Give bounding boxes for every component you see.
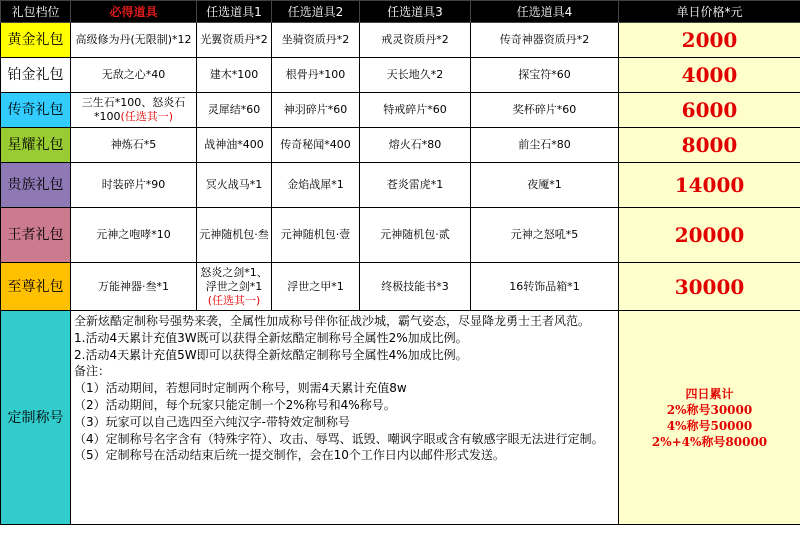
must-item: 高级修为丹(无限制)*12 — [71, 23, 197, 58]
custom-title-summary — [619, 311, 800, 525]
header-option-4: 任选道具4 — [471, 1, 619, 23]
description-line: 1.活动4天累计充值3W既可以获得全新炫酷定制称号全属性2%加成比例。 — [74, 330, 468, 345]
description-line: （5）定制称号在活动结束后统一提交制作，会在10个工作日内以邮件形式发送。 — [74, 448, 505, 463]
option-2-item: 神羽碎片*60 — [272, 93, 360, 128]
must-item: 元神之咆哮*10 — [71, 208, 197, 263]
option-4-item: 16转饰品箱*1 — [471, 263, 619, 311]
description-line: （4）定制称号名字含有（特殊字符）、攻击、辱骂、诋毁、嘲讽字眼或含有敏感字眼无法进行定制。 — [74, 431, 604, 446]
tier-label: 王者礼包 — [1, 208, 71, 263]
option-1-item: 建木*100 — [197, 58, 272, 93]
option-1-item: 光翼资质丹*2 — [197, 23, 272, 58]
description-line: （2）活动期间，每个玩家只能定制一个2%称号和4%称号。 — [74, 397, 396, 412]
choose-one-note: (任选其一) — [120, 110, 174, 123]
option-1-item: 冥火战马*1 — [197, 163, 272, 208]
summary-line: 四日累计 — [685, 386, 734, 401]
table-row — [1, 58, 800, 93]
tier-label: 黄金礼包 — [1, 23, 71, 58]
option-4-item: 夜魇*1 — [471, 163, 619, 208]
option-2-item: 元神随机包·壹 — [272, 208, 360, 263]
option-2-item: 根骨丹*100 — [272, 58, 360, 93]
option-3-item: 苍炎雷虎*1 — [360, 163, 471, 208]
table-row — [1, 163, 800, 208]
table-row — [1, 263, 800, 311]
description-line: 2.活动4天累计充值5W即可以获得全新炫酷定制称号全属性4%加成比例。 — [74, 347, 468, 362]
description-line: 全新炫酷定制称号强势来袭，全属性加成称号伴你征战沙城，霸气姿态，尽显降龙勇士王者风范。 — [74, 314, 591, 328]
header-price: 单日价格*元 — [619, 1, 800, 23]
option-2-item: 浮世之甲*1 — [272, 263, 360, 311]
table-row — [1, 93, 800, 128]
choose-one-note: (任选其一) — [207, 293, 261, 307]
table-row — [1, 23, 800, 58]
summary-line: 2%+4%称号80000 — [651, 434, 768, 449]
option-3-item: 终极技能书*3 — [360, 263, 471, 311]
table-row — [1, 208, 800, 263]
option-1-item: 灵犀结*60 — [197, 93, 272, 128]
must-item: 神炼石*5 — [71, 128, 197, 163]
option-3-item: 元神随机包·贰 — [360, 208, 471, 263]
header-tier: 礼包档位 — [1, 1, 71, 23]
price-value: 14000 — [619, 163, 800, 208]
option-2-item: 传奇秘闻*400 — [272, 128, 360, 163]
tier-label: 传奇礼包 — [1, 93, 71, 128]
option-4-item: 前尘石*80 — [471, 128, 619, 163]
option-1-text: 怒炎之剑*1、浮世之剑*1 — [200, 265, 268, 293]
option-3-item: 熔火石*80 — [360, 128, 471, 163]
price-value: 6000 — [619, 93, 800, 128]
header-option-2: 任选道具2 — [272, 1, 360, 23]
tier-label: 铂金礼包 — [1, 58, 71, 93]
summary-line: 2%称号30000 — [666, 402, 753, 417]
option-1-item: 战神油*400 — [197, 128, 272, 163]
tier-label: 至尊礼包 — [1, 263, 71, 311]
tier-label: 贵族礼包 — [1, 163, 71, 208]
custom-title-description — [71, 311, 619, 525]
option-3-item: 天长地久*2 — [360, 58, 471, 93]
option-2-item: 金焰战犀*1 — [272, 163, 360, 208]
option-3-item: 特戒碎片*60 — [360, 93, 471, 128]
description-line: 备注： — [74, 364, 111, 379]
option-2-item: 坐骑资质丹*2 — [272, 23, 360, 58]
price-value: 4000 — [619, 58, 800, 93]
option-1-item — [197, 263, 272, 311]
must-item: 无敌之心*40 — [71, 58, 197, 93]
price-value: 8000 — [619, 128, 800, 163]
price-value: 30000 — [619, 263, 800, 311]
must-item: 时装碎片*90 — [71, 163, 197, 208]
option-1-item: 元神随机包·叁 — [197, 208, 272, 263]
option-4-item: 奖杯碎片*60 — [471, 93, 619, 128]
header-option-3: 任选道具3 — [360, 1, 471, 23]
custom-title-row — [1, 311, 800, 525]
must-item: 万能神器·叁*1 — [71, 263, 197, 311]
description-line: （1）活动期间，若想同时定制两个称号，则需4天累计充值8w — [74, 381, 407, 396]
price-value: 2000 — [619, 23, 800, 58]
must-item-text: 三生石*100、怒炎石*100 — [81, 96, 186, 123]
header-option-1: 任选道具1 — [197, 1, 272, 23]
option-4-item: 传奇神器资质丹*2 — [471, 23, 619, 58]
option-4-item: 探宝符*60 — [471, 58, 619, 93]
must-item — [71, 93, 197, 128]
option-3-item: 戒灵资质丹*2 — [360, 23, 471, 58]
header-must: 必得道具 — [71, 1, 197, 23]
summary-line: 4%称号50000 — [666, 418, 753, 433]
tier-label: 星耀礼包 — [1, 128, 71, 163]
description-line: （3）玩家可以自己选四至六纯汉字-带特效定制称号 — [74, 414, 350, 429]
price-value: 20000 — [619, 208, 800, 263]
table-header-row — [1, 1, 800, 23]
option-4-item: 元神之怒吼*5 — [471, 208, 619, 263]
table-row — [1, 128, 800, 163]
custom-title-label: 定制称号 — [1, 311, 71, 525]
